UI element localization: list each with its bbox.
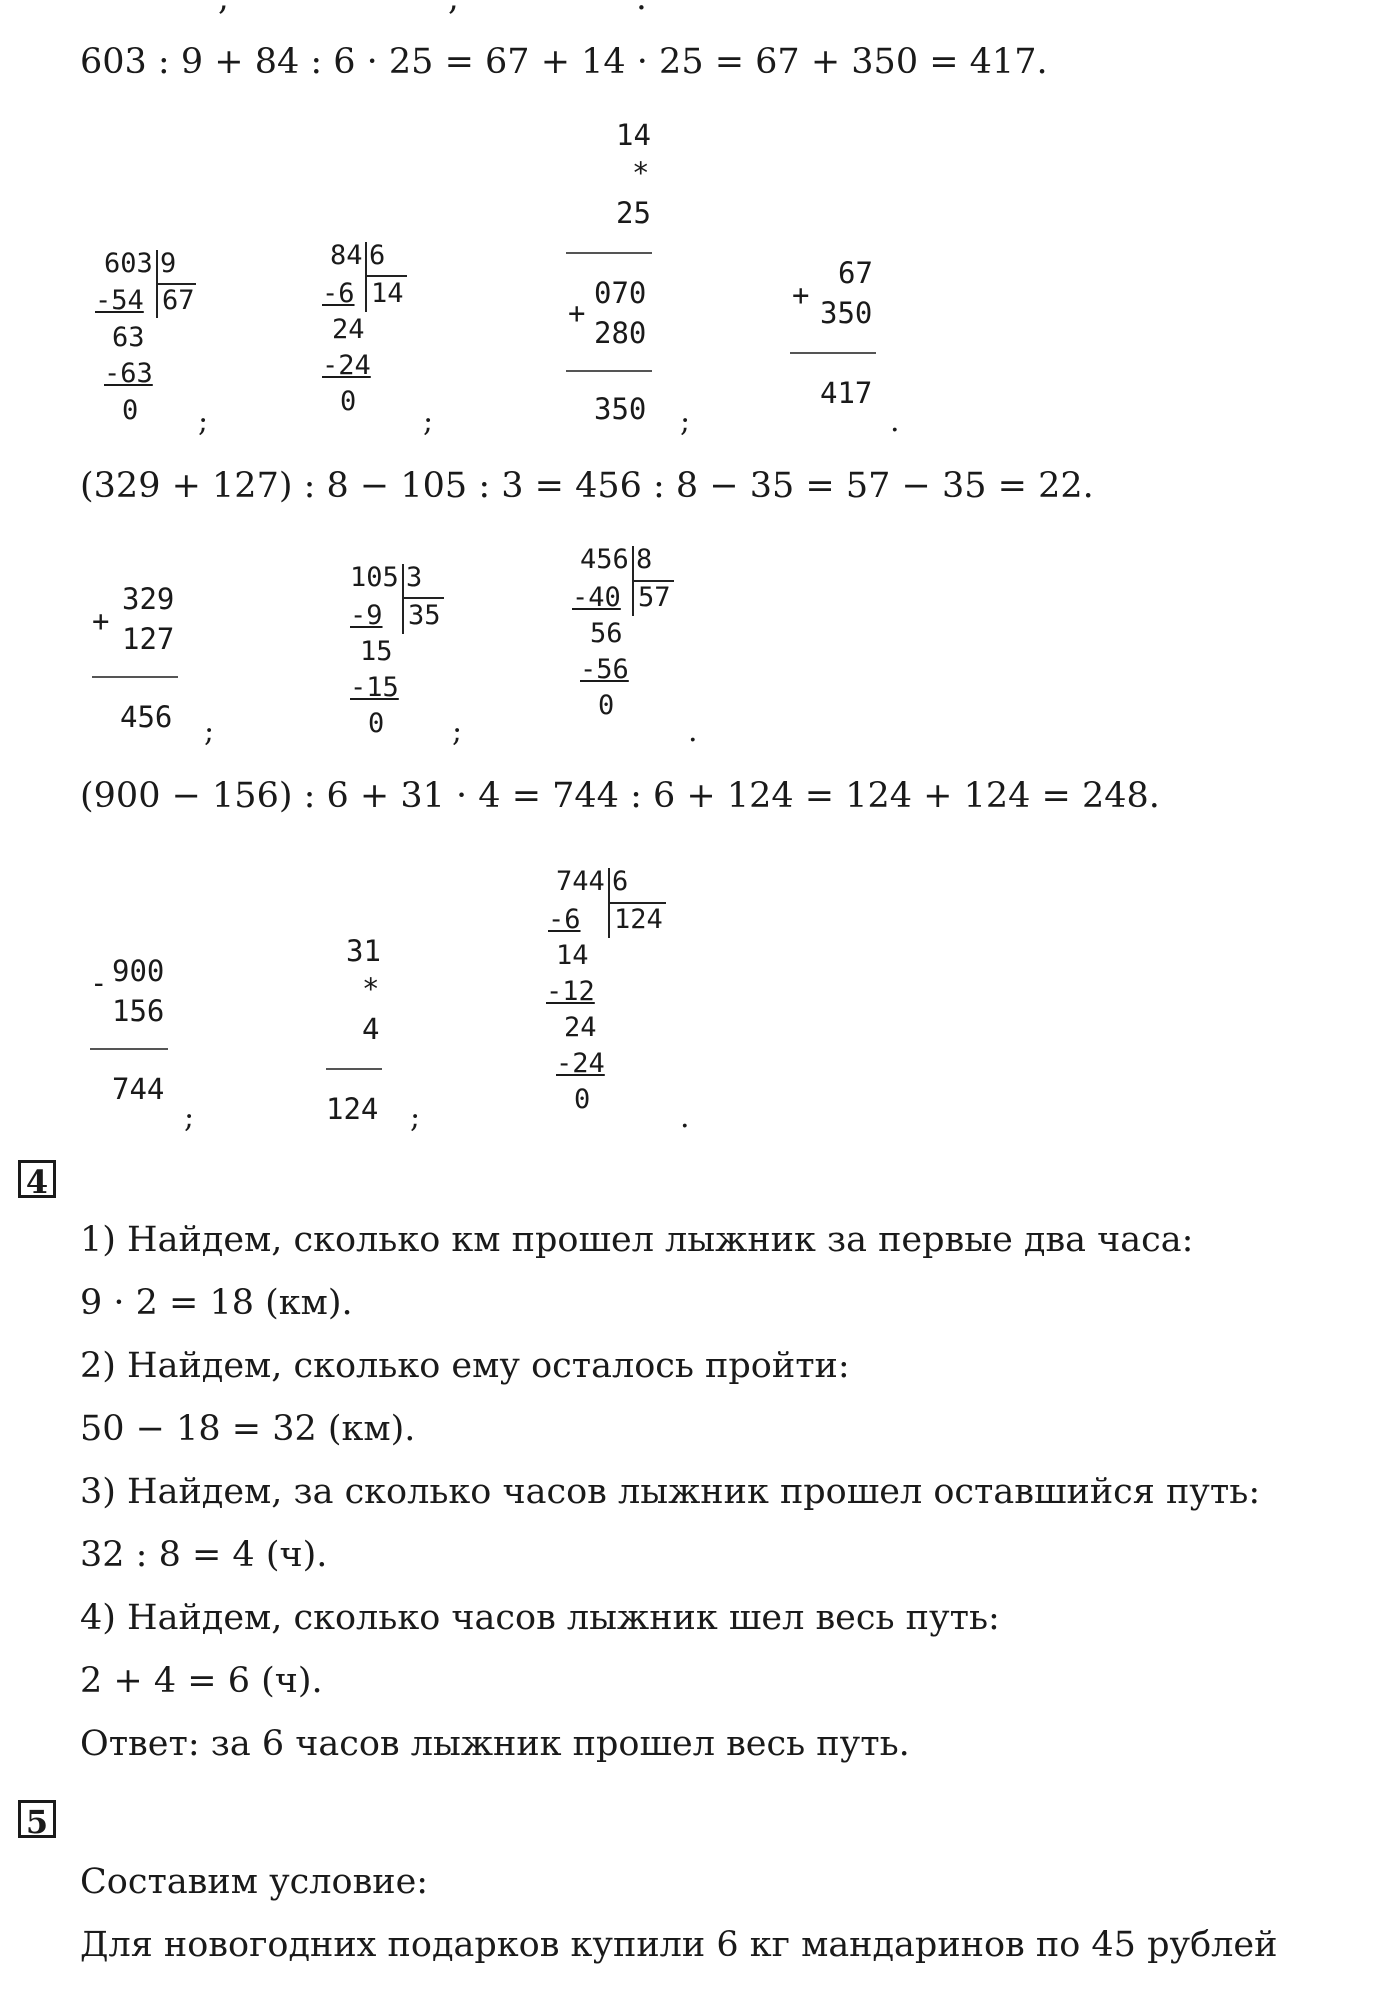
task4-line: 3) Найдем, за сколько часов лыжник прошел оставшийся путь: xyxy=(80,1472,1261,1512)
step: -6 xyxy=(322,278,355,309)
plus-sign: + xyxy=(792,278,810,312)
step: -56 xyxy=(580,654,629,685)
sum: 456 xyxy=(120,700,173,734)
task5-line: Составим условие: xyxy=(80,1862,429,1902)
step: 14 xyxy=(556,940,589,971)
divisor: 3 xyxy=(406,562,423,593)
task4-answer: Ответ: за 6 часов лыжник прошел весь путь. xyxy=(80,1724,910,1764)
multiply-sign: * xyxy=(362,972,380,1006)
separator: ; xyxy=(204,714,215,749)
subtrahend: 156 xyxy=(112,994,165,1028)
divisor: 9 xyxy=(160,248,177,279)
addend-1: 67 xyxy=(838,256,873,290)
minuend: 900 xyxy=(112,954,165,988)
top-period xyxy=(636,0,647,18)
separator: ; xyxy=(680,404,691,439)
task4-line: 2) Найдем, сколько ему осталось пройти: xyxy=(80,1346,850,1386)
step: 63 xyxy=(112,322,145,353)
expression-3: (900 − 156) : 6 + 31 · 4 = 744 : 6 + 124 = 124 + 124 = 248. xyxy=(80,776,1160,816)
step: 24 xyxy=(564,1012,597,1043)
quotient: 57 xyxy=(638,582,671,613)
step: -24 xyxy=(322,350,371,381)
plus-sign: + xyxy=(568,296,586,330)
addend-1: 329 xyxy=(122,582,175,616)
expression-2: (329 + 127) : 8 − 105 : 3 = 456 : 8 − 35 = 57 − 35 = 22. xyxy=(80,466,1094,506)
task-number-5: 5 xyxy=(18,1800,56,1838)
dividend: 105 xyxy=(350,562,399,593)
product: 124 xyxy=(326,1092,379,1126)
task4-line: 2 + 4 = 6 (ч). xyxy=(80,1661,323,1701)
divisor: 6 xyxy=(612,866,629,897)
multiply-sign: * xyxy=(632,156,650,190)
dividend: 456 xyxy=(580,544,629,575)
separator: ; xyxy=(184,1100,195,1135)
top-comma-1 xyxy=(218,0,229,18)
step: -63 xyxy=(104,358,153,389)
sum: 417 xyxy=(820,376,873,410)
step: 15 xyxy=(360,636,393,667)
separator: ; xyxy=(452,714,463,749)
step: -6 xyxy=(548,904,581,935)
step: 0 xyxy=(122,395,139,426)
dividend: 84 xyxy=(330,240,363,271)
quotient: 124 xyxy=(614,904,663,935)
step: 56 xyxy=(590,618,623,649)
step: -12 xyxy=(546,976,595,1007)
factor-bottom: 25 xyxy=(616,196,651,230)
step: 0 xyxy=(340,386,357,417)
quotient: 35 xyxy=(408,600,441,631)
factor-bottom: 4 xyxy=(362,1012,380,1046)
expression-1: 603 : 9 + 84 : 6 · 25 = 67 + 14 · 25 = 67 + 350 = 417. xyxy=(80,42,1048,82)
step: -40 xyxy=(572,582,621,613)
partial-2: 280 xyxy=(594,316,647,350)
divisor: 8 xyxy=(636,544,653,575)
separator: ; xyxy=(410,1100,421,1135)
factor-top: 14 xyxy=(616,118,651,152)
task4-line: 32 : 8 = 4 (ч). xyxy=(80,1535,328,1575)
step: -15 xyxy=(350,672,399,703)
task4-line: 4) Найдем, сколько часов лыжник шел весь путь: xyxy=(80,1598,1000,1638)
step: 0 xyxy=(368,708,385,739)
quotient: 67 xyxy=(162,285,195,316)
task4-line: 1) Найдем, сколько км прошел лыжник за первые два часа: xyxy=(80,1220,1194,1260)
separator: . xyxy=(890,404,900,439)
step: -9 xyxy=(350,600,383,631)
separator: ; xyxy=(423,404,434,439)
quotient: 14 xyxy=(371,278,404,309)
step: 0 xyxy=(598,690,615,721)
separator: . xyxy=(688,714,698,749)
step: 24 xyxy=(332,314,365,345)
top-comma-2 xyxy=(448,0,459,18)
separator: ; xyxy=(198,404,209,439)
addend-2: 350 xyxy=(820,296,873,330)
step: -54 xyxy=(95,285,144,316)
task5-line: Для новогодних подарков купили 6 кг мандаринов по 45 рублей xyxy=(80,1925,1278,1965)
separator: . xyxy=(680,1100,690,1135)
product: 350 xyxy=(594,392,647,426)
difference: 744 xyxy=(112,1072,165,1106)
step: -24 xyxy=(556,1048,605,1079)
dividend: 603 xyxy=(104,248,153,279)
task4-line: 9 · 2 = 18 (км). xyxy=(80,1283,353,1323)
task-number-4: 4 xyxy=(18,1160,56,1198)
dividend: 744 xyxy=(556,866,605,897)
factor-top: 31 xyxy=(346,934,381,968)
divisor: 6 xyxy=(369,240,386,271)
minus-sign: - xyxy=(90,966,108,1000)
step: 0 xyxy=(574,1084,591,1115)
addend-2: 127 xyxy=(122,622,175,656)
task4-line: 50 − 18 = 32 (км). xyxy=(80,1409,416,1449)
partial-1: 070 xyxy=(594,276,647,310)
plus-sign: + xyxy=(92,604,110,638)
